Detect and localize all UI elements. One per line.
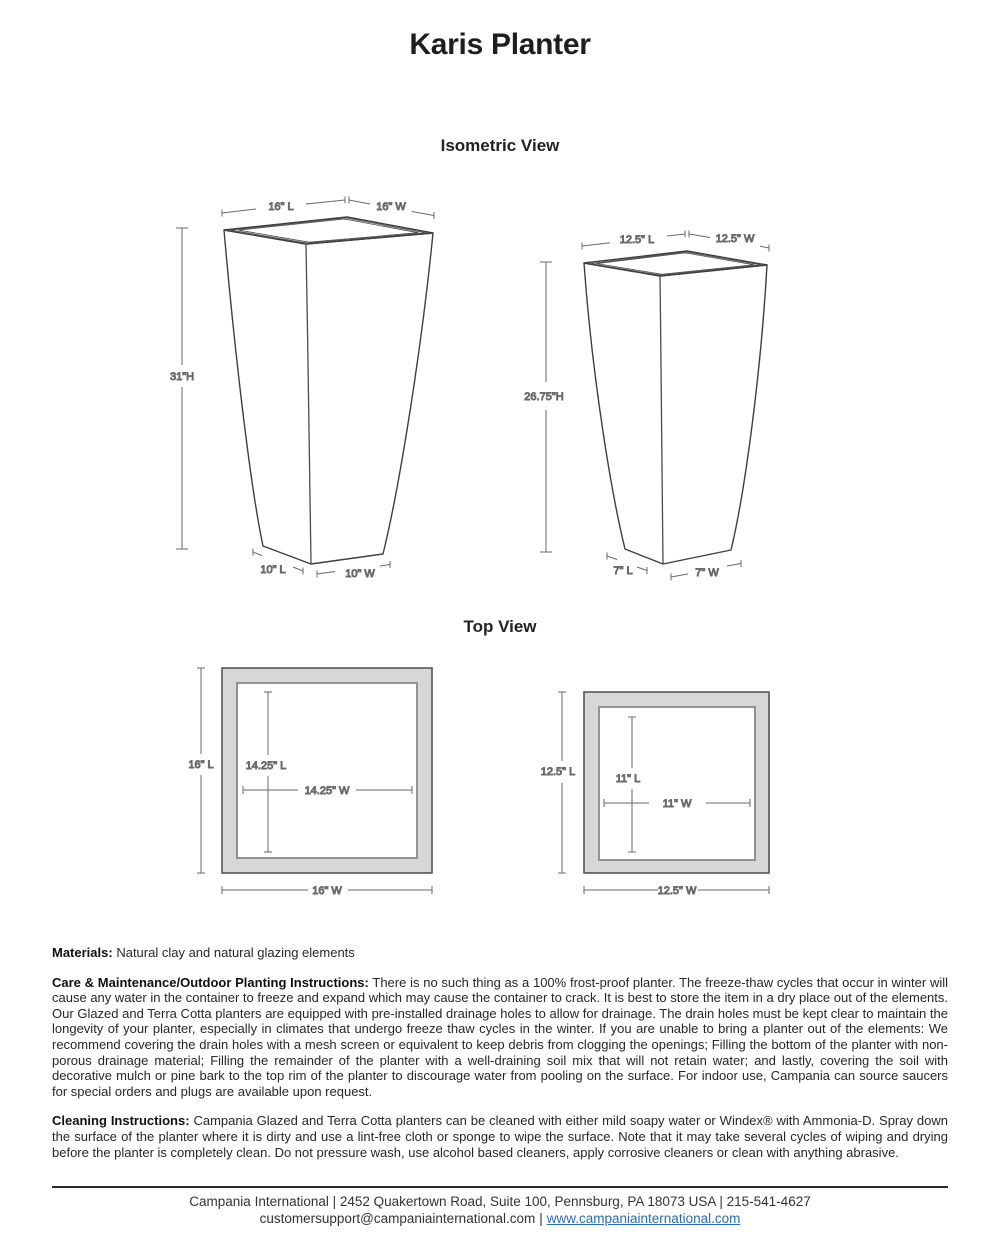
footer [52, 1186, 948, 1227]
dimension-label-top-width-large: 16" W [376, 201, 406, 213]
dimension-base-width-large [317, 561, 390, 580]
materials-label: Materials: [52, 945, 113, 960]
dimension-label-base-length-small: 7" L [613, 565, 633, 577]
dimension-label-outer-width-large: 16" W [312, 885, 342, 897]
isometric-drawing-small-planter [500, 220, 800, 600]
dimension-top-length-small [582, 231, 685, 250]
materials-line [52, 945, 948, 961]
dimension-label-base-width-large: 10" W [345, 568, 375, 580]
care-instructions-label: Care & Maintenance/Outdoor Planting Instructions: [52, 974, 369, 990]
dimension-top-width-large [349, 197, 434, 220]
specification-text [52, 945, 948, 1174]
dimension-outer-width-small [584, 885, 769, 897]
footer-contact-line [52, 1210, 948, 1227]
dimension-label-inner-width-large: 14.25" W [304, 785, 350, 797]
dimension-label-inner-length-small: 11" L [615, 773, 641, 785]
cleaning-instructions-paragraph [52, 1113, 948, 1160]
dimension-label-base-width-small: 7" W [695, 567, 719, 579]
cleaning-instructions-label: Cleaning Instructions: [52, 1113, 190, 1129]
footer-email: customersupport@campaniainternational.com [259, 1211, 536, 1226]
dimension-label-outer-length-small: 12.5" L [540, 766, 576, 778]
page-title: Karis Planter [409, 28, 591, 61]
dimension-height-large [170, 228, 194, 549]
footer-address-line: Campania International | 2452 Quakertown Road, Suite 100, Pennsburg, PA 18073 USA | 215-541-4627 [189, 1194, 811, 1209]
dimension-label-top-length-small: 12.5" L [619, 234, 655, 246]
dimension-outer-length-large [188, 668, 213, 873]
dimension-label-top-width-small: 12.5" W [715, 233, 755, 245]
dimension-height-small [524, 262, 563, 552]
dimension-label-outer-length-large: 16" L [188, 759, 214, 771]
dimension-label-inner-length-large: 14.25" L [245, 760, 287, 772]
dimension-base-length-small [607, 553, 647, 578]
materials-value: Natural clay and natural glazing elements [116, 945, 355, 960]
dimension-outer-width-large [222, 885, 432, 897]
dimension-label-height-small: 26.75"H [524, 391, 564, 403]
dimension-top-length-large [222, 197, 345, 217]
care-instructions-paragraph [52, 975, 948, 1100]
dimension-label-top-length-large: 16" L [268, 201, 294, 213]
top-view-drawing-large-planter [180, 655, 440, 905]
dimension-base-width-small [671, 560, 741, 581]
top-view-drawing-small-planter [530, 655, 780, 905]
dimension-label-base-length-large: 10" L [260, 564, 286, 576]
top-view-heading: Top View [463, 617, 537, 636]
footer-separator: | [539, 1211, 543, 1226]
dimension-label-outer-width-small: 12.5" W [657, 885, 697, 897]
dimension-outer-length-small [541, 692, 576, 873]
care-instructions-text: There is no such thing as a 100% frost-proof planter. The freeze-thaw cycles that occur in winter will cause any water in the container to freeze and expand which may cause the container to crack. It is best to store the item in a dry place out of the elements. Our Glazed and Terra Cotta planters are equipped with pre-installed drainage holes to allow for drainage. The drain holes must be kept clear to maintain the longevity of your planter, especially in climates that undergo freeze thaw cycles in the winter. If you are unable to bring a planter out of the elements: We recommend covering the drain holes with a mesh screen or equivalent to keep debris from clogging the openings; Filling the bottom of the planter with non-porous drainage material; Filling the remainder of the planter with a well-draining soil mix that will not retain water; and lastly, covering the soil with decorative mulch or pine bark to the top rim of the planter to discourage water from pooling on the surface. For indoor use, Campania can source saucers for special orders and plugs are available upon request. [52, 974, 948, 1099]
dimension-top-width-small [689, 231, 769, 252]
dimension-label-height-large: 31"H [169, 371, 195, 383]
planter-body-large [224, 217, 433, 564]
isometric-drawing-large-planter [150, 185, 480, 595]
planter-body-small [584, 251, 767, 564]
website-link[interactable]: www.campaniainternational.com [546, 1211, 741, 1226]
cleaning-instructions-text: Campania Glazed and Terra Cotta planters can be cleaned with either mild soapy water or Windex® with Ammonia-D. Spray down the surface of the planter where it is dirty and use a lint-free cloth or sponge to wipe the surface. Note that it may take several cycles of wiping and drying before the planter is completely clean. Do not pressure wash, use alcohol based cleaners, apply corrosive cleaners or clean with anything abrasive. [52, 1113, 948, 1160]
isometric-view-heading: Isometric View [440, 136, 560, 155]
dimension-label-inner-width-small: 11" W [662, 798, 692, 810]
